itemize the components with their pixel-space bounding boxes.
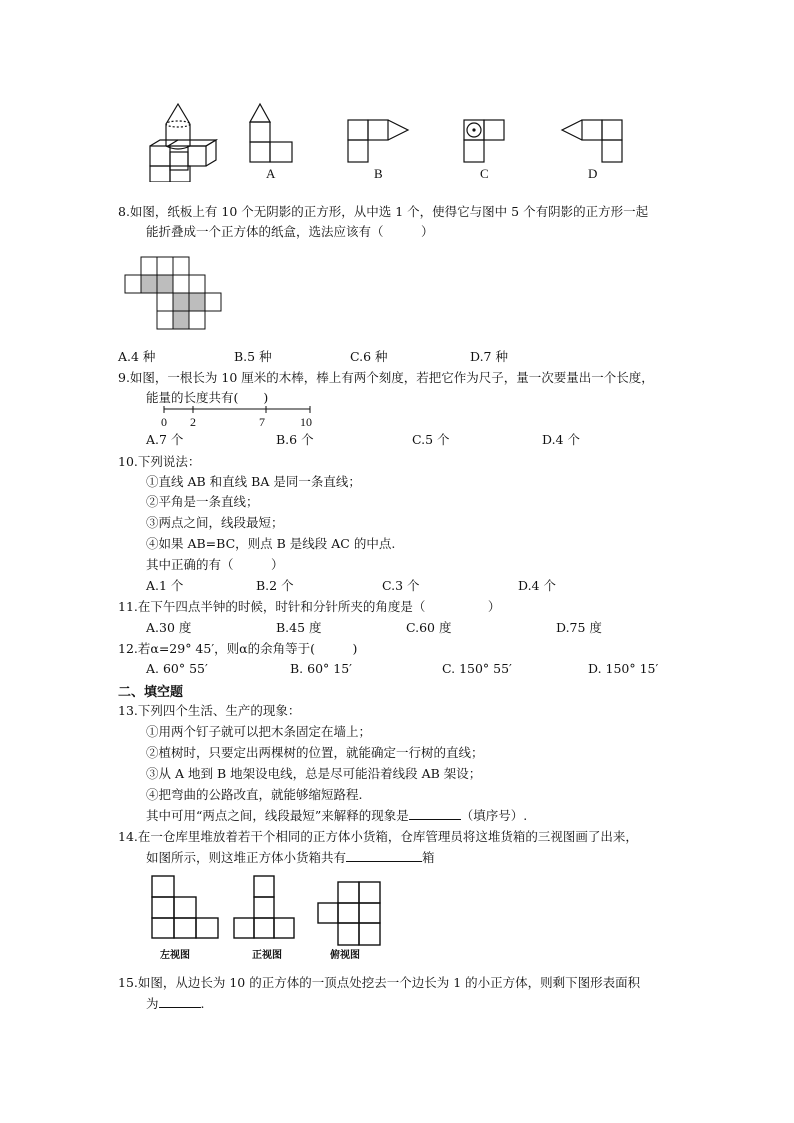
q13-item-3: ③从 A 地到 B 地架设电线，总是尽可能沿着线段 AB 架设； [146,766,482,781]
q10-item-2: ②平角是一条直线； [146,494,259,509]
q10-option-b: B.2 个 [256,578,294,593]
q8-paper-grid-figure [124,256,226,332]
q14-top-view-label: 俯视图 [330,950,360,961]
q15-stem-line1: 15.如图，从边长为 10 的正方体的一顶点处挖去一个边长为 1 的小正方体，则剩下图形表面积 [118,975,641,990]
q13-answer-blank[interactable] [409,819,461,820]
q14-front-view-figure [232,874,298,940]
q13-item-4: ④把弯曲的公路改直，就能够缩短路程. [146,787,363,802]
q8-stem-line1: 8.如图，纸板上有 10 个无阴影的正方形，从中选 1 个，使得它与图中 5 个有阴影的正方形一起 [118,204,649,219]
q14-front-view-label: 正视图 [252,950,282,961]
section-title-fill-in: 二、填空题 [118,685,184,700]
q9-option-d: D.4 个 [542,432,580,447]
q14-stem-line2-after: 箱 [422,850,435,865]
q8-option-c: C.6 种 [350,349,388,364]
q7-option-a-figure [248,102,296,164]
q14-left-view-figure [150,874,222,940]
ruler-tick-7: 7 [259,415,265,429]
q9-ruler-figure [158,404,318,432]
q15-answer-blank[interactable] [159,1007,201,1008]
q14-stem-line1: 14.在一仓库里堆放着若干个相同的正方体小货箱，仓库管理员将这堆货箱的三视图画了出来， [118,829,638,844]
q7-option-d-label: D [588,166,598,181]
q13-item-2: ②植树时，只要定出两棵树的位置，就能确定一行树的直线； [146,745,484,760]
q8-option-a: A.4 种 [118,349,156,364]
q8-option-b: B.5 种 [234,349,272,364]
q10-stem: 10.下列说法： [118,454,201,469]
q7-option-b-figure [346,118,412,164]
q13-item-1: ①用两个钉子就可以把木条固定在墙上； [146,724,372,739]
q11-option-b: B.45 度 [276,620,322,635]
q14-answer-blank[interactable] [346,861,422,862]
q8-stem-line2: 能折叠成一个正方体的纸盒，选法应该有（ ） [146,224,434,239]
q14-stem-line2-before: 如图所示，则这堆正方体小货箱共有 [146,850,347,865]
q11-option-c: C.60 度 [406,620,452,635]
q14-left-view-label: 左视图 [160,950,190,961]
q9-option-c: C.5 个 [412,432,450,447]
q7-option-c-label: C [480,166,489,181]
q7-option-b-label: B [374,166,383,181]
q11-option-a: A.30 度 [146,620,192,635]
q12-option-a: A. 60° 55′ [146,661,208,676]
q13-ask-before: 其中可用“两点之间，线段最短”来解释的现象是 [146,808,409,823]
q9-option-a: A.7 个 [146,432,184,447]
q15-stem-line2-after: . [200,996,205,1011]
q12-option-b: B. 60° 15′ [290,661,353,676]
q11-stem: 11.在下午四点半钟的时候，时针和分针所夹的角度是（ ） [118,599,501,614]
q13-ask [146,806,527,824]
q11-option-d: D.75 度 [556,620,602,635]
ruler-tick-0: 0 [161,415,167,429]
ruler-tick-10: 10 [300,415,312,429]
q15-stem-line2 [146,994,205,1012]
q13-stem: 13.下列四个生活、生产的现象： [118,703,301,718]
q9-stem-line1: 9.如图，一根长为 10 厘米的木棒，棒上有两个刻度，若把它作为尺子，量一次要量出一个长度， [118,370,654,385]
q12-option-c: C. 150° 55′ [442,661,512,676]
q10-item-1: ①直线 AB 和直线 BA 是同一条直线； [146,474,361,489]
q10-ask: 其中正确的有（ ） [146,557,284,572]
q8-option-d: D.7 种 [470,349,508,364]
q14-stem-line2 [146,848,435,866]
q7-solid-figure [148,100,220,182]
q14-top-view-figure [316,880,384,948]
q9-option-b: B.6 个 [276,432,314,447]
q10-option-d: D.4 个 [518,578,556,593]
q9-stem-line2: 能量的长度共有( ) [146,390,269,405]
q7-option-a-label: A [266,166,276,181]
q12-option-d: D. 150° 15′ [588,661,659,676]
q15-stem-line2-before: 为 [146,996,159,1011]
q12-stem: 12.若α=29° 45′，则α的余角等于( ) [118,641,358,656]
q7-option-c-figure [462,118,510,164]
q10-option-c: C.3 个 [382,578,420,593]
q13-ask-after: （填序号）. [460,808,528,823]
q10-option-a: A.1 个 [146,578,184,593]
q10-item-4: ④如果 AB=BC，则点 B 是线段 AC 的中点. [146,536,396,551]
ruler-tick-2: 2 [190,415,196,429]
q10-item-3: ③两点之间，线段最短； [146,515,284,530]
q7-option-d-figure [560,118,626,164]
